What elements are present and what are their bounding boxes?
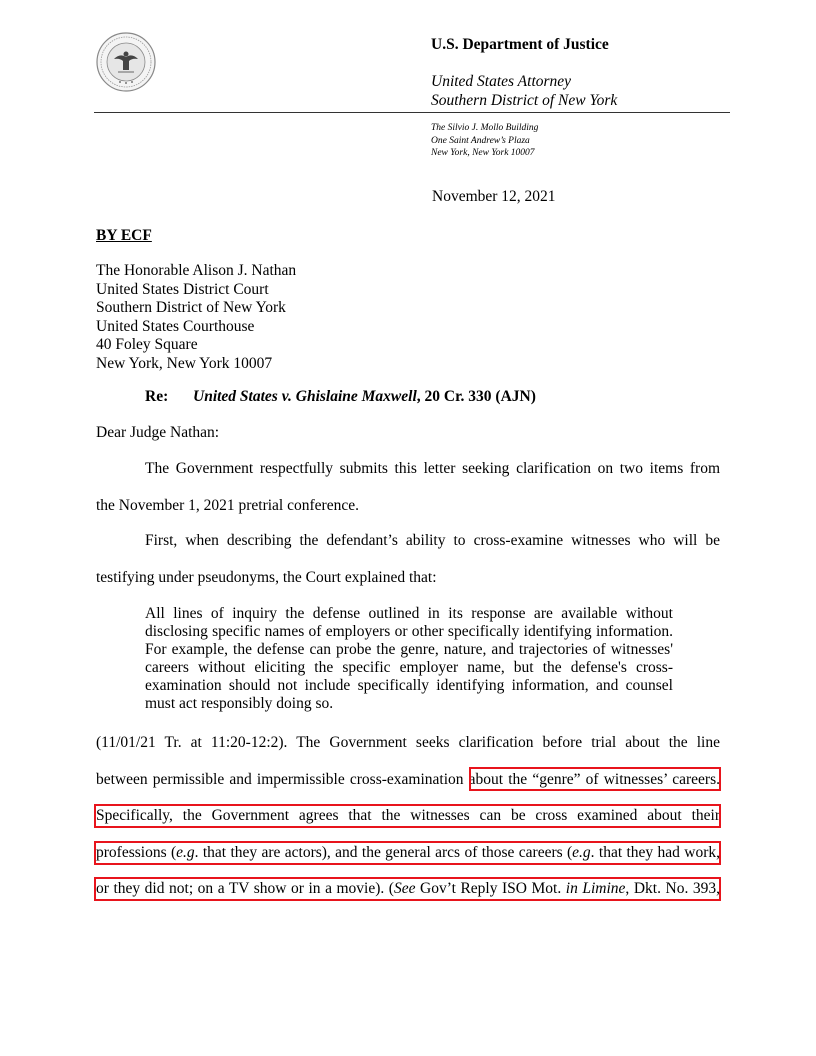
addressee-block — [96, 262, 296, 373]
addressee-line: New York, New York 10007 — [96, 354, 273, 372]
body-text: . that they had work, — [590, 844, 720, 861]
body-line: the November 1, 2021 pretrial conference. — [96, 497, 359, 514]
body-line: The Government respectfully submits this letter seeking clarification on two items from — [145, 460, 720, 477]
italic-text: in Limine — [565, 880, 626, 897]
body-text: between permissible and impermissible cross-examination — [96, 771, 469, 788]
body-line: (11/01/21 Tr. at 11:20-12:2). The Government seeks clarification before trial about the line — [96, 734, 720, 751]
italic-text: e.g — [572, 844, 591, 861]
office-line-2: Southern District of New York — [431, 92, 618, 109]
highlighted-text: about the “genre” of witnesses’ careers. — [468, 771, 721, 788]
letter-date: November 12, 2021 — [432, 188, 556, 205]
body-line: testifying under pseudonyms, the Court explained that: — [96, 569, 437, 586]
body-text: or they did not; on a TV show or in a movie). ( — [96, 880, 394, 897]
addressee-line: United States District Court — [96, 280, 269, 298]
addressee-line: United States Courthouse — [96, 317, 255, 335]
address-line-2: One Saint Andrew’s Plaza — [431, 135, 530, 146]
delivery-method: BY ECF — [96, 227, 152, 244]
highlight-box — [94, 877, 721, 901]
addressee-line: The Honorable Alison J. Nathan — [96, 262, 297, 279]
italic-text: See — [393, 880, 416, 897]
re-line — [145, 388, 536, 406]
body-text: , Dkt. No. 393, — [625, 880, 720, 897]
body-text: Gov’t Reply ISO Mot. — [415, 880, 566, 897]
office-name — [431, 72, 617, 110]
addressee-line: 40 Foley Square — [96, 336, 198, 353]
highlight-box — [94, 841, 721, 865]
address-line-1: The Silvio J. Mollo Building — [431, 123, 539, 133]
department-name: U.S. Department of Justice — [431, 36, 609, 53]
case-number: , 20 Cr. 330 (AJN) — [416, 388, 536, 405]
addressee-line: Southern District of New York — [96, 299, 286, 316]
body-line-highlighted: Specifically, the Government agrees that the witnesses can be cross examined about their — [96, 807, 720, 824]
letterhead-divider — [94, 112, 730, 113]
office-line-1: United States Attorney — [431, 73, 572, 90]
highlight-box — [469, 767, 721, 791]
body-text: . that they are actors), and the general arcs of those careers ( — [194, 844, 573, 861]
doj-seal-logo — [96, 32, 156, 92]
office-address — [431, 122, 538, 160]
block-quote: All lines of inquiry the defense outlined in its response are available without disclosing specific names of employers or other specifically identifying information. For example, the defense can probe the genre, nature, and trajectories of witnesses' careers without eliciting the specific employer name, but the defense's cross-examination should not include specifically identifying information, and counsel must act responsibly doing so. — [145, 605, 673, 712]
re-label: Re: — [145, 388, 169, 405]
body-line: First, when describing the defendant’s ability to cross-examine witnesses who will be — [145, 532, 720, 549]
address-line-3: New York, New York 10007 — [431, 148, 535, 158]
case-name: United States v. Ghislaine Maxwell — [193, 388, 417, 405]
italic-text: e.g — [176, 844, 195, 861]
salutation: Dear Judge Nathan: — [96, 424, 220, 441]
body-text: professions ( — [96, 844, 177, 861]
highlight-box — [94, 804, 721, 828]
